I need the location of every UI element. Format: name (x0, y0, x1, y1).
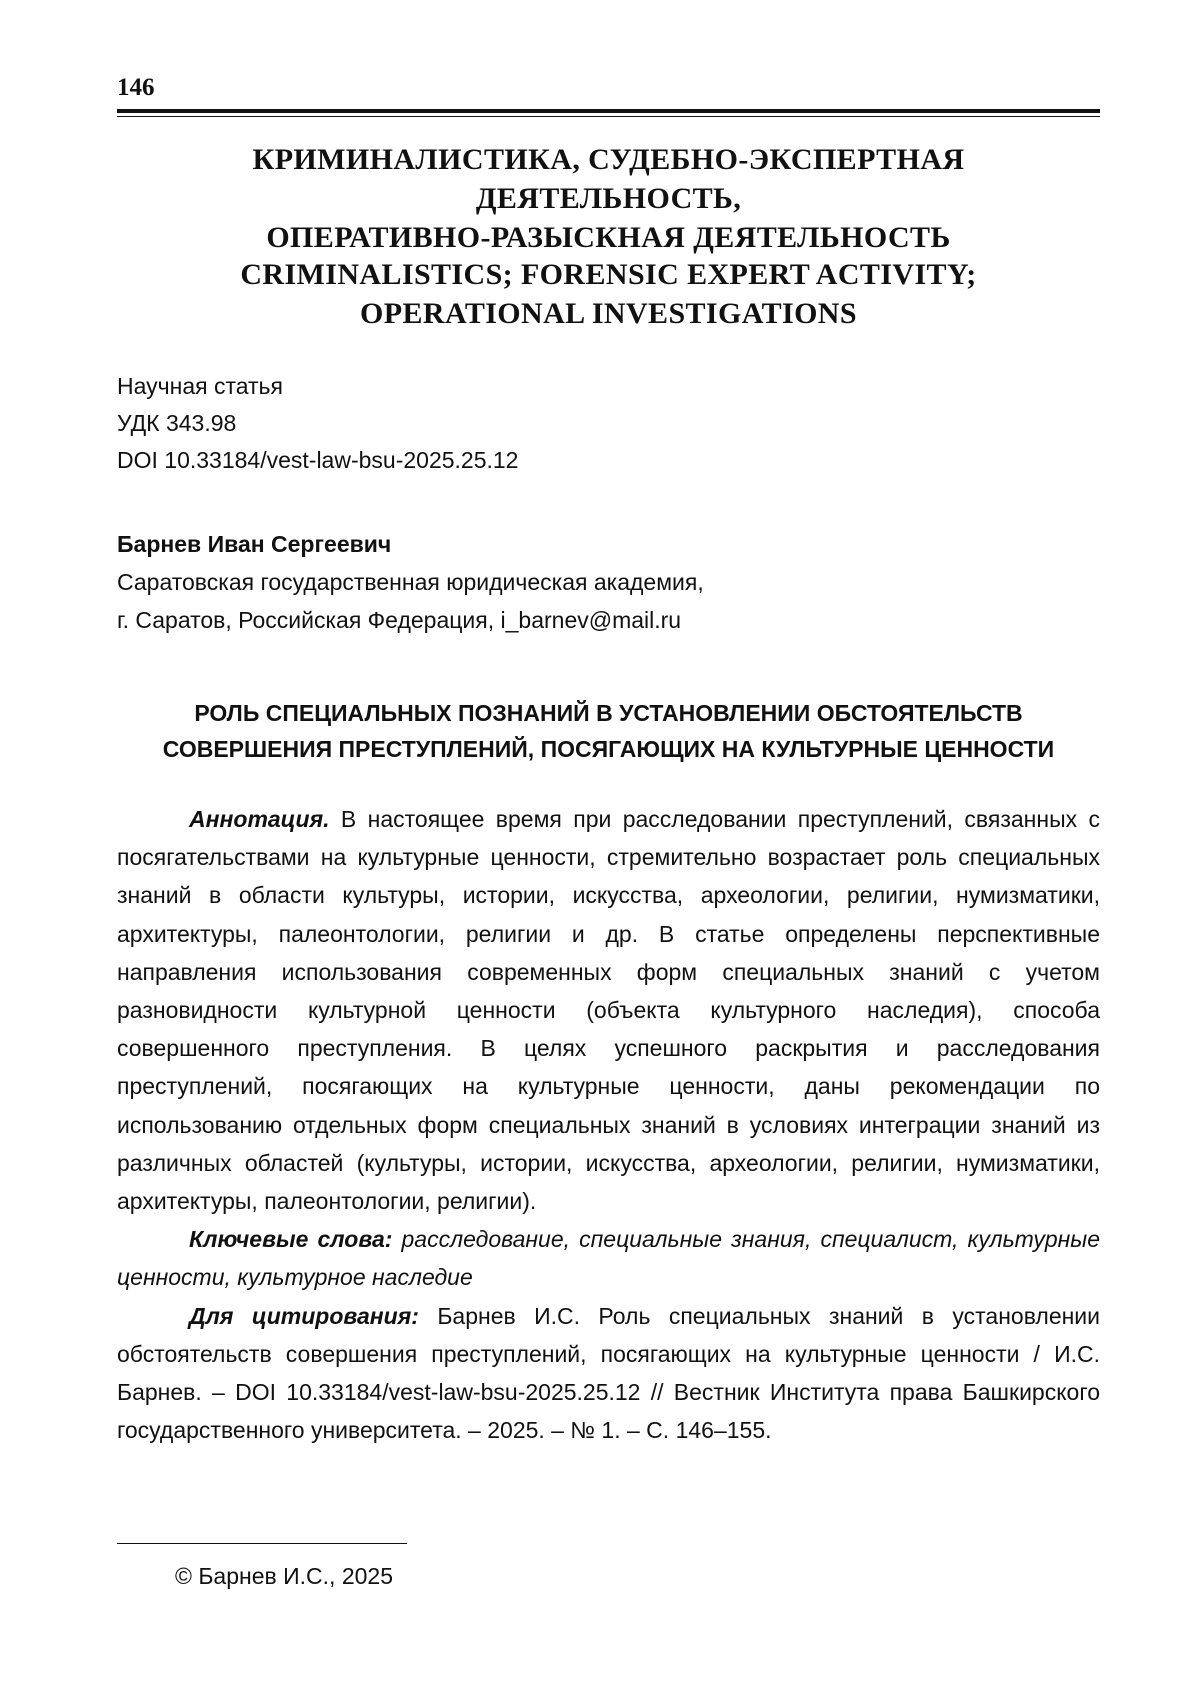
article-type: Научная статья (117, 373, 283, 399)
abstract-section (117, 800, 1100, 1449)
section-title-ru-line2: ОПЕРАТИВНО-РАЗЫСКНАЯ ДЕЯТЕЛЬНОСТЬ (266, 221, 951, 254)
author-name: Барнев Иван Сергеевич (117, 531, 392, 557)
article-title-line1: РОЛЬ СПЕЦИАЛЬНЫХ ПОЗНАНИЙ В УСТАНОВЛЕНИИ ОБСТОЯТЕЛЬСТВ (194, 700, 1023, 726)
author-block (117, 525, 704, 639)
keywords-label: Ключевые слова: (189, 1226, 393, 1253)
citation-label: Для цитирования: (189, 1302, 419, 1329)
abstract-paragraph (117, 800, 1100, 1220)
section-title-ru-line1: КРИМИНАЛИСТИКА, СУДЕБНО-ЭКСПЕРТНАЯ ДЕЯТЕЛЬНОСТЬ, (252, 143, 965, 215)
section-title-en (117, 255, 1100, 333)
footnote-rule (117, 1543, 407, 1544)
doi: DOI 10.33184/vest-law-bsu-2025.25.12 (117, 447, 519, 473)
page-number: 146 (117, 74, 155, 101)
author-location: г. Саратов, Российская Федерация, i_barnev@mail.ru (117, 607, 682, 633)
author-affiliation: Саратовская государственная юридическая академия, (117, 569, 704, 595)
abstract-text: В настоящее время при расследовании преступлений, связанных с посягательствами на культурные ценности, стремительно возрастает роль специальных знаний в области культуры, истории, искусства, археологии, религии, нумизматики, архитектуры, палеонтологии, религии и др. В статье определены перспективные направления использования современных форм специальных знаний с учетом разновидности культурной ценности (объекта культурного наследия), способа совершенного преступления. В целях успешного раскрытия и расследования преступлений, посягающих на культурные ценности, даны рекомендации по использованию отдельных форм специальных знаний в условиях интеграции знаний из различных областей (культуры, истории, искусства, археологии, религии, нумизматики, архитектуры, палеонтологии, религии). (117, 806, 1100, 1215)
header-rule (117, 109, 1100, 117)
section-title-en-line1: CRIMINALISTICS; FORENSIC EXPERT ACTIVITY; (240, 258, 977, 291)
udc-code: УДК 343.98 (117, 410, 237, 436)
article-title (117, 695, 1100, 767)
citation-text: Барнев И.С. Роль специальных знаний в установлении обстоятельств совершения преступлений, посягающих на культурные ценности / И.С. Барнев. – DOI 10.33184/vest-law-bsu-2025.25.12 // Вестник Института права Башкирского государственного университета. – 2025. – № 1. – С. 146–155. (117, 1302, 1101, 1444)
article-meta (117, 368, 518, 479)
citation-paragraph (117, 1297, 1100, 1450)
abstract-label: Аннотация. (189, 806, 330, 832)
keywords-paragraph (117, 1220, 1100, 1296)
section-title-ru (117, 140, 1100, 257)
copyright-note: © Барнев И.С., 2025 (175, 1563, 393, 1589)
article-title-line2: СОВЕРШЕНИЯ ПРЕСТУПЛЕНИЙ, ПОСЯГАЮЩИХ НА КУЛЬТУРНЫЕ ЦЕННОСТИ (162, 736, 1055, 762)
section-title-en-line2: OPERATIONAL INVESTIGATIONS (360, 297, 857, 330)
keywords-text: расследование, специальные знания, специалист, культурные ценности, культурное наследие (117, 1226, 1101, 1291)
